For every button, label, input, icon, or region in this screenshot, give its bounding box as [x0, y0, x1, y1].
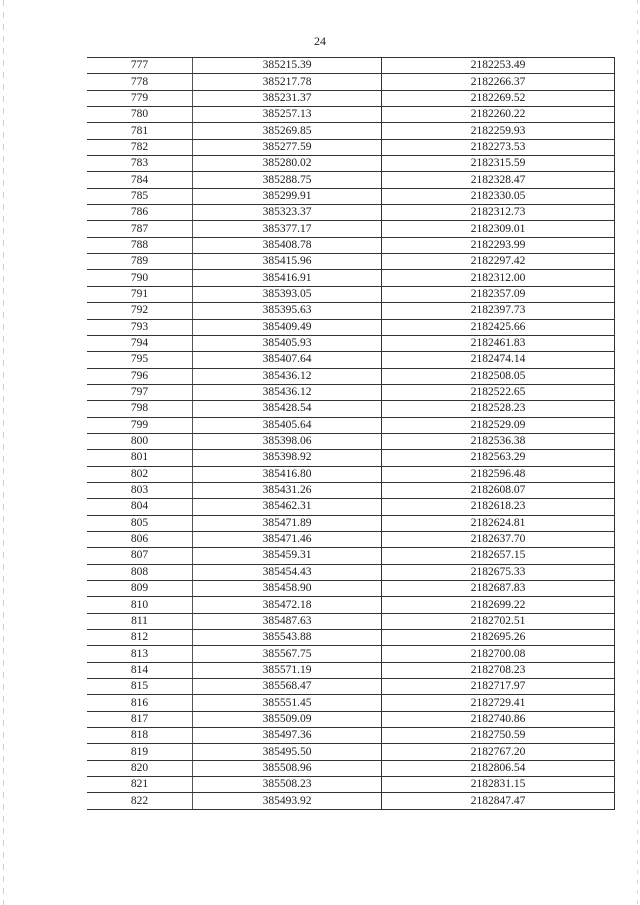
- x-coordinate-cell: 385497.36: [193, 728, 382, 744]
- point-number-cell: 819: [87, 744, 193, 760]
- table-row: [87, 744, 615, 760]
- table-row: [87, 482, 615, 498]
- x-coordinate-cell: 385393.05: [193, 286, 382, 302]
- table-row: [87, 777, 615, 793]
- x-coordinate-cell: 385395.63: [193, 303, 382, 319]
- point-number-cell: 801: [87, 450, 193, 466]
- x-coordinate-cell: 385269.85: [193, 123, 382, 139]
- table-row: [87, 286, 615, 302]
- y-coordinate-cell: 2182675.33: [382, 564, 615, 580]
- point-number-cell: 809: [87, 581, 193, 597]
- y-coordinate-cell: 2182831.15: [382, 777, 615, 793]
- x-coordinate-cell: 385405.93: [193, 335, 382, 351]
- point-number-cell: 815: [87, 679, 193, 695]
- table-row: [87, 90, 615, 106]
- x-coordinate-cell: 385217.78: [193, 74, 382, 90]
- table-row: [87, 254, 615, 270]
- point-number-cell: 782: [87, 139, 193, 155]
- x-coordinate-cell: 385416.91: [193, 270, 382, 286]
- x-coordinate-cell: 385415.96: [193, 254, 382, 270]
- y-coordinate-cell: 2182700.08: [382, 646, 615, 662]
- y-coordinate-cell: 2182312.00: [382, 270, 615, 286]
- x-coordinate-cell: 385431.26: [193, 482, 382, 498]
- y-coordinate-cell: 2182637.70: [382, 531, 615, 547]
- table-row: [87, 237, 615, 253]
- table-row: [87, 303, 615, 319]
- table-row: [87, 156, 615, 172]
- x-coordinate-cell: 385508.23: [193, 777, 382, 793]
- point-number-cell: 778: [87, 74, 193, 90]
- coordinate-table-body: [87, 58, 615, 810]
- x-coordinate-cell: 385454.43: [193, 564, 382, 580]
- point-number-cell: 811: [87, 613, 193, 629]
- y-coordinate-cell: 2182297.42: [382, 254, 615, 270]
- point-number-cell: 813: [87, 646, 193, 662]
- y-coordinate-cell: 2182563.29: [382, 450, 615, 466]
- y-coordinate-cell: 2182309.01: [382, 221, 615, 237]
- x-coordinate-cell: 385280.02: [193, 156, 382, 172]
- table-row: [87, 319, 615, 335]
- x-coordinate-cell: 385436.12: [193, 368, 382, 384]
- scan-edge-left: [3, 0, 4, 905]
- point-number-cell: 792: [87, 303, 193, 319]
- x-coordinate-cell: 385471.46: [193, 531, 382, 547]
- y-coordinate-cell: 2182806.54: [382, 760, 615, 776]
- y-coordinate-cell: 2182315.59: [382, 156, 615, 172]
- x-coordinate-cell: 385428.54: [193, 401, 382, 417]
- point-number-cell: 791: [87, 286, 193, 302]
- point-number-cell: 814: [87, 662, 193, 678]
- x-coordinate-cell: 385409.49: [193, 319, 382, 335]
- point-number-cell: 820: [87, 760, 193, 776]
- x-coordinate-cell: 385472.18: [193, 597, 382, 613]
- x-coordinate-cell: 385377.17: [193, 221, 382, 237]
- y-coordinate-cell: 2182260.22: [382, 107, 615, 123]
- x-coordinate-cell: 385257.13: [193, 107, 382, 123]
- table-row: [87, 564, 615, 580]
- point-number-cell: 816: [87, 695, 193, 711]
- table-row: [87, 172, 615, 188]
- point-number-cell: 812: [87, 630, 193, 646]
- y-coordinate-cell: 2182330.05: [382, 188, 615, 204]
- y-coordinate-cell: 2182608.07: [382, 482, 615, 498]
- table-row: [87, 74, 615, 90]
- x-coordinate-cell: 385288.75: [193, 172, 382, 188]
- x-coordinate-cell: 385567.75: [193, 646, 382, 662]
- x-coordinate-cell: 385299.91: [193, 188, 382, 204]
- table-row: [87, 123, 615, 139]
- table-row: [87, 335, 615, 351]
- table-row: [87, 793, 615, 809]
- point-number-cell: 781: [87, 123, 193, 139]
- x-coordinate-cell: 385471.89: [193, 515, 382, 531]
- x-coordinate-cell: 385231.37: [193, 90, 382, 106]
- y-coordinate-cell: 2182529.09: [382, 417, 615, 433]
- x-coordinate-cell: 385487.63: [193, 613, 382, 629]
- scan-edge-right: [637, 0, 638, 905]
- y-coordinate-cell: 2182687.83: [382, 581, 615, 597]
- x-coordinate-cell: 385458.90: [193, 581, 382, 597]
- y-coordinate-cell: 2182708.23: [382, 662, 615, 678]
- page-number: 24: [314, 34, 326, 48]
- y-coordinate-cell: 2182750.59: [382, 728, 615, 744]
- y-coordinate-cell: 2182596.48: [382, 466, 615, 482]
- y-coordinate-cell: 2182312.73: [382, 205, 615, 221]
- point-number-cell: 810: [87, 597, 193, 613]
- table-row: [87, 466, 615, 482]
- point-number-cell: 783: [87, 156, 193, 172]
- x-coordinate-cell: 385508.96: [193, 760, 382, 776]
- x-coordinate-cell: 385543.88: [193, 630, 382, 646]
- point-number-cell: 780: [87, 107, 193, 123]
- table-row: [87, 662, 615, 678]
- table-row: [87, 728, 615, 744]
- y-coordinate-cell: 2182536.38: [382, 433, 615, 449]
- table-row: [87, 58, 615, 74]
- table-row: [87, 531, 615, 547]
- y-coordinate-cell: 2182717.97: [382, 679, 615, 695]
- y-coordinate-cell: 2182425.66: [382, 319, 615, 335]
- y-coordinate-cell: 2182624.81: [382, 515, 615, 531]
- y-coordinate-cell: 2182259.93: [382, 123, 615, 139]
- table-row: [87, 205, 615, 221]
- point-number-cell: 806: [87, 531, 193, 547]
- table-row: [87, 581, 615, 597]
- point-number-cell: 790: [87, 270, 193, 286]
- x-coordinate-cell: 385407.64: [193, 352, 382, 368]
- y-coordinate-cell: 2182328.47: [382, 172, 615, 188]
- table-row: [87, 695, 615, 711]
- point-number-cell: 817: [87, 711, 193, 727]
- coordinate-table: [87, 57, 615, 810]
- table-row: [87, 433, 615, 449]
- x-coordinate-cell: 385215.39: [193, 58, 382, 74]
- y-coordinate-cell: 2182729.41: [382, 695, 615, 711]
- table-row: [87, 221, 615, 237]
- table-row: [87, 352, 615, 368]
- point-number-cell: 789: [87, 254, 193, 270]
- y-coordinate-cell: 2182618.23: [382, 499, 615, 515]
- y-coordinate-cell: 2182695.26: [382, 630, 615, 646]
- point-number-cell: 786: [87, 205, 193, 221]
- table-row: [87, 139, 615, 155]
- x-coordinate-cell: 385551.45: [193, 695, 382, 711]
- point-number-cell: 807: [87, 548, 193, 564]
- x-coordinate-cell: 385509.09: [193, 711, 382, 727]
- x-coordinate-cell: 385462.31: [193, 499, 382, 515]
- point-number-cell: 788: [87, 237, 193, 253]
- point-number-cell: 803: [87, 482, 193, 498]
- table-row: [87, 499, 615, 515]
- y-coordinate-cell: 2182767.20: [382, 744, 615, 760]
- x-coordinate-cell: 385323.37: [193, 205, 382, 221]
- y-coordinate-cell: 2182474.14: [382, 352, 615, 368]
- point-number-cell: 793: [87, 319, 193, 335]
- table-row: [87, 384, 615, 400]
- table-row: [87, 417, 615, 433]
- table-row: [87, 630, 615, 646]
- point-number-cell: 822: [87, 793, 193, 809]
- y-coordinate-cell: 2182397.73: [382, 303, 615, 319]
- point-number-cell: 777: [87, 58, 193, 74]
- x-coordinate-cell: 385277.59: [193, 139, 382, 155]
- x-coordinate-cell: 385495.50: [193, 744, 382, 760]
- x-coordinate-cell: 385398.06: [193, 433, 382, 449]
- point-number-cell: 787: [87, 221, 193, 237]
- point-number-cell: 795: [87, 352, 193, 368]
- y-coordinate-cell: 2182293.99: [382, 237, 615, 253]
- y-coordinate-cell: 2182522.65: [382, 384, 615, 400]
- y-coordinate-cell: 2182357.09: [382, 286, 615, 302]
- table-row: [87, 597, 615, 613]
- point-number-cell: 802: [87, 466, 193, 482]
- point-number-cell: 799: [87, 417, 193, 433]
- point-number-cell: 804: [87, 499, 193, 515]
- x-coordinate-cell: 385436.12: [193, 384, 382, 400]
- table-row: [87, 450, 615, 466]
- point-number-cell: 800: [87, 433, 193, 449]
- table-row: [87, 679, 615, 695]
- y-coordinate-cell: 2182508.05: [382, 368, 615, 384]
- y-coordinate-cell: 2182699.22: [382, 597, 615, 613]
- table-row: [87, 646, 615, 662]
- point-number-cell: 797: [87, 384, 193, 400]
- point-number-cell: 784: [87, 172, 193, 188]
- x-coordinate-cell: 385459.31: [193, 548, 382, 564]
- y-coordinate-cell: 2182273.53: [382, 139, 615, 155]
- table-row: [87, 401, 615, 417]
- x-coordinate-cell: 385571.19: [193, 662, 382, 678]
- y-coordinate-cell: 2182253.49: [382, 58, 615, 74]
- table-row: [87, 368, 615, 384]
- table-row: [87, 760, 615, 776]
- point-number-cell: 785: [87, 188, 193, 204]
- point-number-cell: 808: [87, 564, 193, 580]
- y-coordinate-cell: 2182266.37: [382, 74, 615, 90]
- point-number-cell: 794: [87, 335, 193, 351]
- y-coordinate-cell: 2182847.47: [382, 793, 615, 809]
- point-number-cell: 821: [87, 777, 193, 793]
- y-coordinate-cell: 2182740.86: [382, 711, 615, 727]
- x-coordinate-cell: 385405.64: [193, 417, 382, 433]
- y-coordinate-cell: 2182528.23: [382, 401, 615, 417]
- point-number-cell: 818: [87, 728, 193, 744]
- table-row: [87, 548, 615, 564]
- point-number-cell: 798: [87, 401, 193, 417]
- x-coordinate-cell: 385416.80: [193, 466, 382, 482]
- y-coordinate-cell: 2182702.51: [382, 613, 615, 629]
- x-coordinate-cell: 385408.78: [193, 237, 382, 253]
- point-number-cell: 779: [87, 90, 193, 106]
- point-number-cell: 796: [87, 368, 193, 384]
- y-coordinate-cell: 2182269.52: [382, 90, 615, 106]
- table-row: [87, 711, 615, 727]
- table-row: [87, 188, 615, 204]
- x-coordinate-cell: 385398.92: [193, 450, 382, 466]
- y-coordinate-cell: 2182461.83: [382, 335, 615, 351]
- x-coordinate-cell: 385568.47: [193, 679, 382, 695]
- table-row: [87, 270, 615, 286]
- table-row: [87, 107, 615, 123]
- point-number-cell: 805: [87, 515, 193, 531]
- table-row: [87, 515, 615, 531]
- x-coordinate-cell: 385493.92: [193, 793, 382, 809]
- table-row: [87, 613, 615, 629]
- y-coordinate-cell: 2182657.15: [382, 548, 615, 564]
